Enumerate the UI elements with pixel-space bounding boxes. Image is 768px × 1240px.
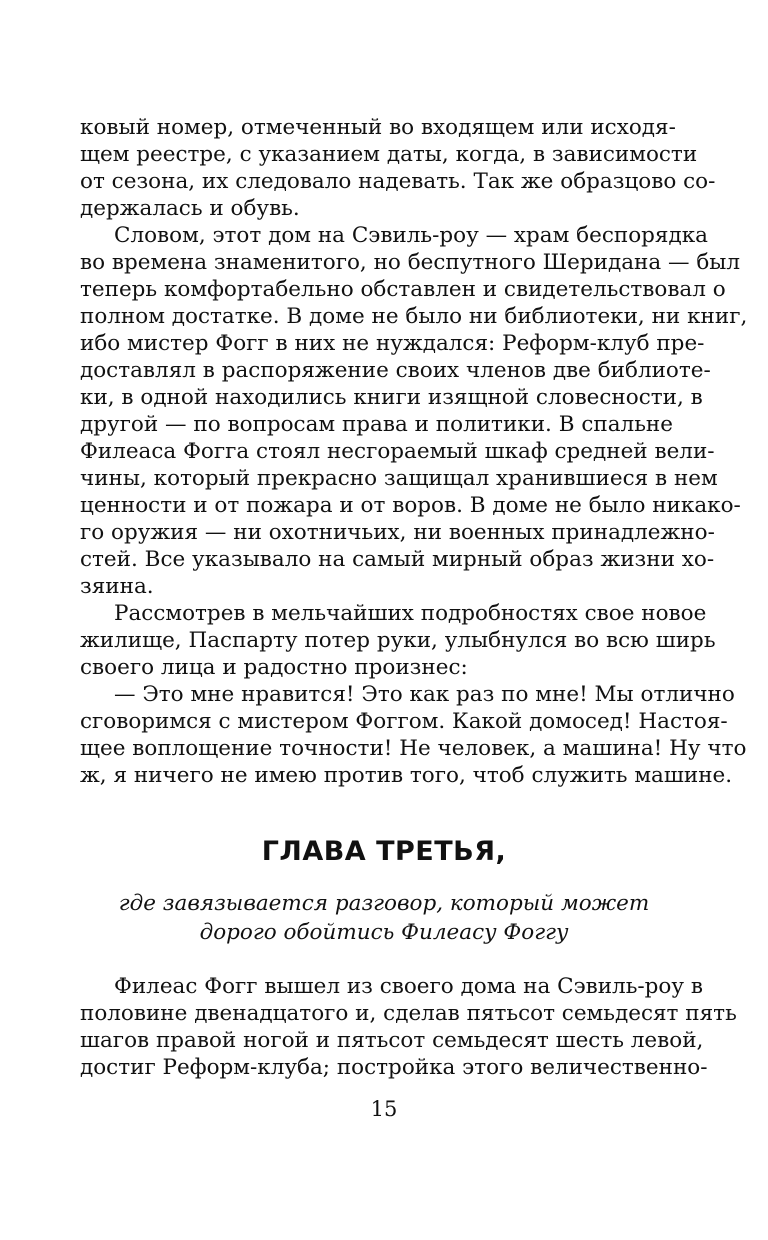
- text-line: Словом, этот дом на Сэвиль-роу — храм беспорядка: [114, 223, 708, 248]
- body-text-bottom: [80, 973, 737, 1081]
- text-line: Филеаса Фогга стоял несгораемый шкаф средней вели-: [80, 439, 715, 464]
- paragraph-chapter-opening: [80, 973, 737, 1081]
- text-line: держалась и обувь.: [80, 196, 300, 221]
- text-line: ковый номер, отмеченный во входящем или исходя-: [80, 115, 676, 140]
- text-line: достиг Реформ-клуба; постройка этого величественно-: [80, 1055, 708, 1080]
- text-line: теперь комфортабельно обставлен и свидетельствовал о: [80, 277, 726, 302]
- text-line: своего лица и радостно произнес:: [80, 655, 468, 680]
- text-line: щем реестре, с указанием даты, когда, в зависимости: [80, 142, 698, 167]
- chapter-subtitle-line: дорого обойтись Филеасу Фоггу: [199, 920, 569, 945]
- text-line: во времена знаменитого, но беспутного Шеридана — был: [80, 250, 741, 275]
- text-line: другой — по вопросам права и политики. В спальне: [80, 412, 673, 437]
- text-line: сговоримся с мистером Фоггом. Какой домосед! Настоя-: [80, 709, 728, 734]
- text-line: — Это мне нравится! Это как раз по мне! Мы отлично: [114, 682, 735, 707]
- text-line: полном достатке. В доме не было ни библиотеки, ни книг,: [80, 304, 748, 329]
- body-text-top: [80, 114, 748, 789]
- text-line: Рассмотрев в мельчайших подробностях свое новое: [114, 601, 707, 626]
- text-line: зяина.: [80, 574, 154, 599]
- paragraph-house-description: [80, 222, 748, 600]
- chapter-title: ГЛАВА ТРЕТЬЯ,: [261, 836, 507, 867]
- text-line: го оружия — ни охотничьих, ни военных принадлежно-: [80, 520, 715, 545]
- text-line: ки, в одной находились книги изящной словесности, в: [80, 385, 703, 410]
- text-line: щее воплощение точности! Не человек, а машина! Ну что: [80, 736, 747, 761]
- text-line: шагов правой ногой и пятьсот семьдесят шесть левой,: [80, 1028, 704, 1053]
- text-line: Филеас Фогг вышел из своего дома на Сэвиль-роу в: [114, 974, 703, 999]
- paragraph-continued: [80, 114, 716, 222]
- text-line: от сезона, их следовало надевать. Так же образцово со-: [80, 169, 716, 194]
- paragraph-dialogue: [80, 681, 747, 789]
- text-line: доставлял в распоряжение своих членов две библиоте-: [80, 358, 711, 383]
- text-line: стей. Все указывало на самый мирный образ жизни хо-: [80, 547, 715, 572]
- chapter-subtitle: [0, 889, 768, 947]
- text-line: ценности и от пожара и от воров. В доме не было никако-: [80, 493, 741, 518]
- text-line: чины, который прекрасно защищал хранившиеся в нем: [80, 466, 718, 491]
- text-line: ж, я ничего не имею против того, чтоб служить машине.: [80, 763, 733, 788]
- text-line: жилище, Паспарту потер руки, улыбнулся во всю ширь: [80, 628, 716, 653]
- chapter-subtitle-line: где завязывается разговор, который может: [118, 891, 650, 916]
- page-number: 15: [370, 1097, 398, 1121]
- text-line: половине двенадцатого и, сделав пятьсот семьдесят пять: [80, 1001, 737, 1026]
- text-line: ибо мистер Фогг в них не нуждался: Реформ-клуб пре-: [80, 331, 705, 356]
- paragraph-passepartout: [80, 600, 716, 681]
